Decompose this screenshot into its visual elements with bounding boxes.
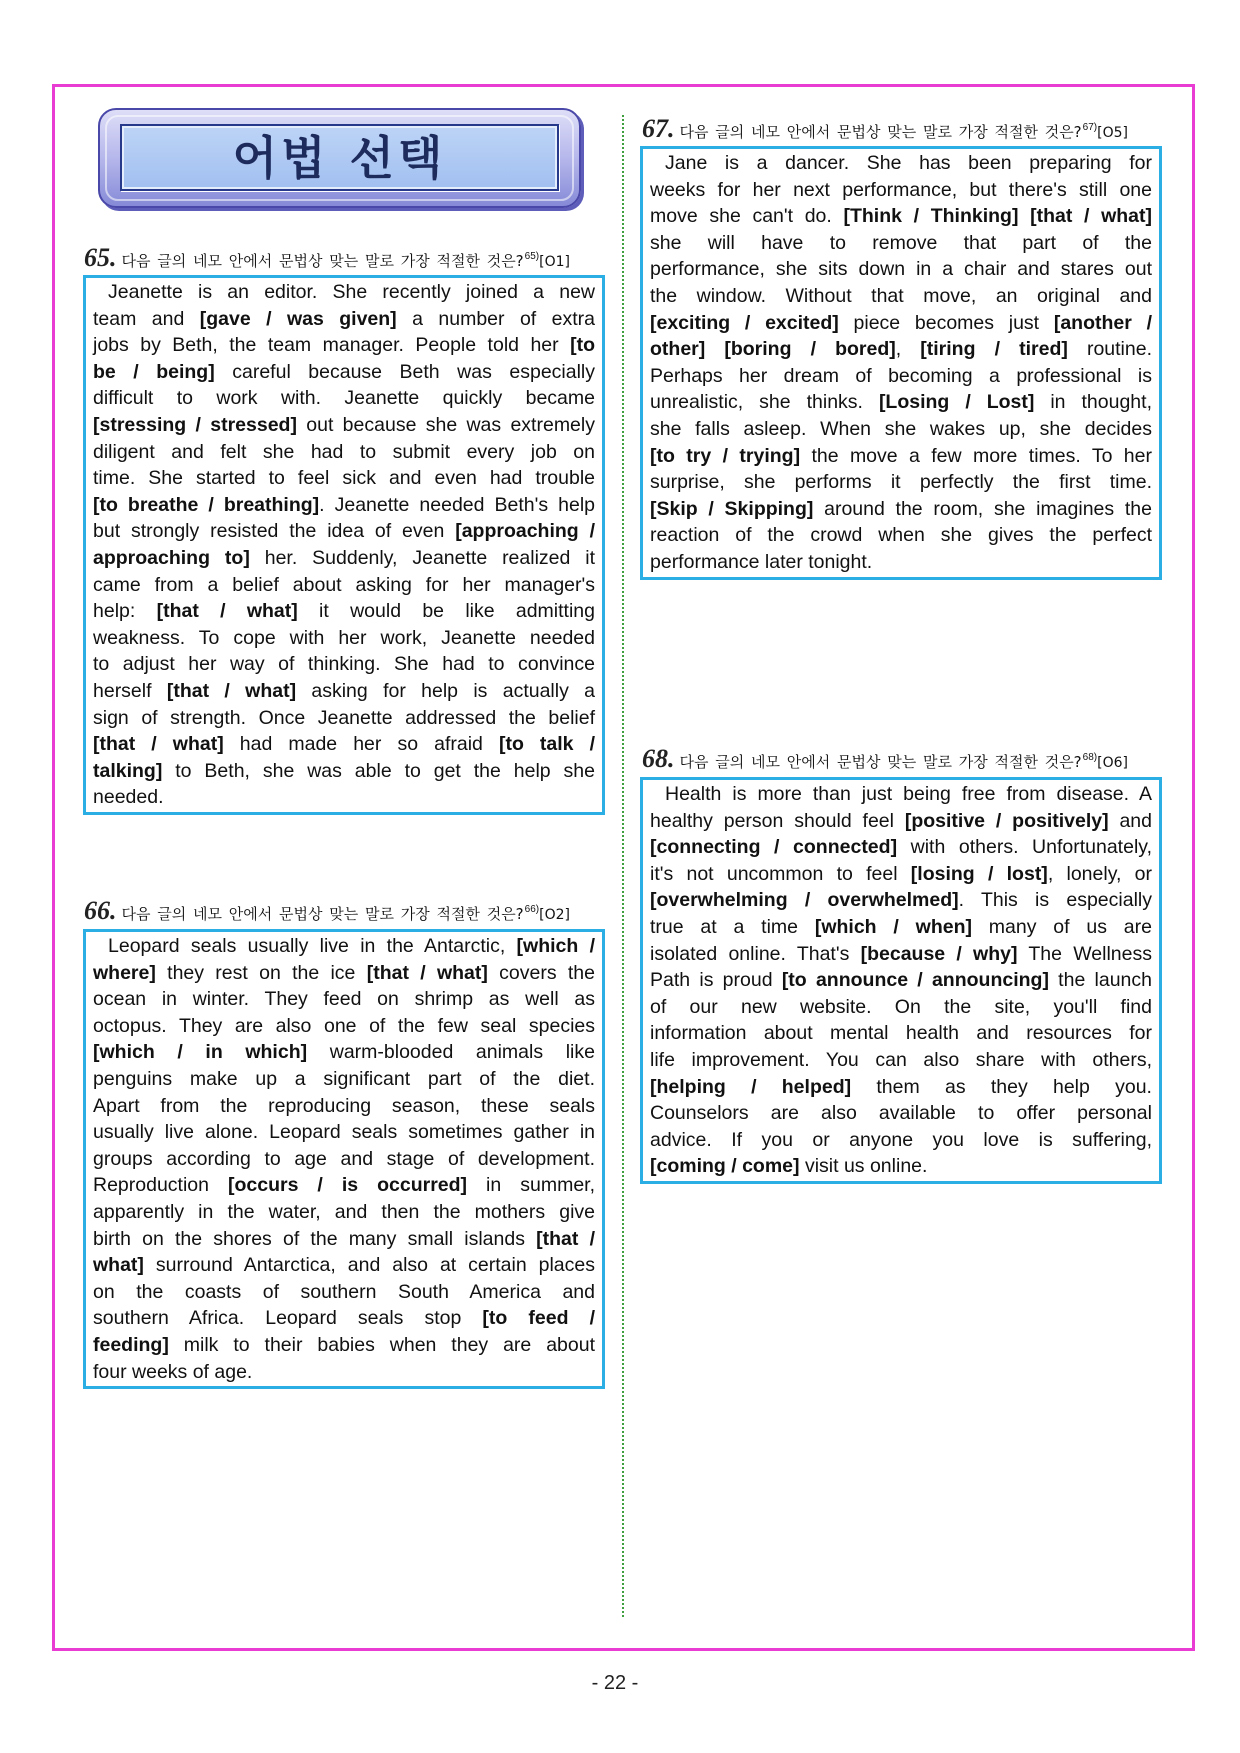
passage-line [93,1119,595,1146]
passage-text: in thought, [1034,391,1152,414]
passage-text: time. She started to feel sick and even had trouble [93,467,595,490]
question-number: 65. [84,243,117,272]
passage-text: Health is more than just being free from disease. A [665,783,1152,805]
question-number: 68. [642,744,675,773]
question-prompt: 다음 글의 네모 안에서 문법상 맞는 말로 가장 적절한 것은? [121,905,524,923]
passage-line [93,545,595,572]
passage-line [93,758,595,785]
passage-line [93,332,595,359]
passage-text: the move a few more times. To her [800,444,1152,467]
passage-text: Counselors are also available to offer personal [650,1102,1152,1125]
passage-text: unrealistic, she thinks. [650,391,879,414]
grammar-choice: [positive / positively] [904,809,1109,832]
passage-text: diligent and felt she had to submit every job on [93,440,595,463]
passage-line [650,994,1152,1021]
passage-line [93,1332,595,1359]
grammar-choice: [to [570,334,595,357]
passage-text: and [1108,809,1153,832]
passage-line [93,1199,595,1226]
passage-text: she falls asleep. When she wakes up, she decides [650,417,1152,440]
grammar-choice: [exciting / excited] [650,311,839,334]
grammar-choice: approaching to] [93,546,250,569]
passage-line [650,256,1152,283]
passage-text: difficult to work with. Jeanette quickly became [93,387,595,410]
passage-line [650,1153,1152,1180]
passage-text: her. Suddenly, Jeanette realized it [249,546,596,569]
passage-line [650,230,1152,257]
passage-line [93,1172,595,1199]
grammar-choice: [losing / lost] [910,862,1048,885]
passage-text: it would be like admitting [297,600,595,623]
passage-text: them as they help you. [851,1075,1152,1098]
passage-box [640,777,1162,1184]
passage-text: reaction of the crowd when she gives the perfect [650,524,1152,547]
passage-line [650,203,1152,230]
question-code: [O2] [539,907,570,923]
passage-text: information about mental health and resources for [650,1022,1152,1045]
passage-line [93,933,595,960]
passage-line [650,834,1152,861]
grammar-choice: [another / [1053,311,1152,334]
passage-line [650,1100,1152,1127]
grammar-choice: what] [93,1254,144,1277]
passage-text: the window. Without that move, an original and [650,284,1152,307]
question-prompt: 다음 글의 네모 안에서 문법상 맞는 말로 가장 적절한 것은? [121,252,524,270]
passage-text: to adjust her way of thinking. She had to convince [93,653,595,676]
passage-line [650,1047,1152,1074]
question-heading [642,743,1128,773]
passage-line [93,598,595,625]
passage-text: the launch [1048,969,1152,992]
grammar-choice: [to talk / [498,733,595,756]
question-code: [O6] [1097,755,1128,771]
passage-line [93,359,595,386]
question-number: 66. [84,896,117,925]
passage-line [93,518,595,545]
passage-text [1018,205,1030,227]
passage-text: penguins make up a significant part of the diet. [93,1067,595,1090]
grammar-choice: talking] [93,759,163,782]
passage-text: surprise, she performs it perfectly the first time. [650,471,1152,494]
passage-line [650,887,1152,914]
passage-text: true at a time [650,915,815,938]
passage-text: four weeks of age. [93,1360,253,1383]
passage-line [650,363,1152,390]
passage-line [93,1066,595,1093]
passage-line [93,465,595,492]
passage-line [650,150,1152,177]
passage-line [93,492,595,519]
grammar-choice: [Skip / Skipping] [650,497,814,520]
passage-line [650,861,1152,888]
grammar-choice: [to announce / announcing] [781,969,1049,992]
passage-line [650,416,1152,443]
passage-line [93,306,595,333]
passage-text: move she can't do. [650,205,844,228]
passage-text: routine. [1067,338,1152,361]
passage-text [705,338,724,360]
grammar-choice: [which / [516,935,595,957]
passage-line [93,678,595,705]
passage-text: warm-blooded animals like [307,1041,595,1064]
passage-line [93,1226,595,1253]
passage-text: southern Africa. Leopard seals stop [93,1307,483,1330]
grammar-choice: [stressing / stressed] [93,413,297,436]
passage-line [93,572,595,599]
passage-text: usually live alone. Leopard seals sometimes gather in [93,1121,595,1144]
grammar-choice: [occurs / is occurred] [228,1174,468,1197]
passage-text: it's not uncommon to feel [650,862,911,885]
passage-text: a number of extra [396,307,595,330]
grammar-choice: [boring / bored] [724,338,896,361]
passage-text: surround Antarctica, and also at certain places [143,1254,595,1277]
passage-line [93,1146,595,1173]
footnote-marker: 68) [1082,752,1098,763]
passage-text: apparently in the water, and then the mothers give [93,1200,595,1223]
passage-text: piece becomes just [838,311,1054,334]
passage-text: team and [93,307,200,330]
passage-line [650,781,1152,808]
passage-text: performance, she sits down in a chair and stares out [650,258,1152,281]
passage-text: , [895,338,921,361]
question-prompt: 다음 글의 네모 안에서 문법상 맞는 말로 가장 적절한 것은? [679,753,1082,771]
grammar-choice: other] [650,338,706,361]
question-heading [84,242,570,272]
passage-box [640,146,1162,580]
grammar-choice: [because / why] [860,942,1018,965]
passage-line [650,310,1152,337]
passage-text: Perhaps her dream of becoming a professional is [650,364,1152,387]
passage-text: out because she was extremely [296,413,595,436]
passage-line [93,412,595,439]
passage-text: weeks for her next performance, but there's still one [650,178,1152,201]
question-code: [O1] [539,254,570,270]
grammar-choice: [to feed / [482,1307,595,1330]
question-heading [84,895,570,925]
passage-line [93,1279,595,1306]
passage-text: needed. [93,786,164,809]
passage-text: she will have to remove that part of the [650,231,1152,254]
passage-text: to Beth, she was able to get the help she [162,759,595,782]
passage-line [650,177,1152,204]
passage-line [650,522,1152,549]
passage-text: healthy person should feel [650,809,905,832]
section-title-banner [98,108,581,208]
grammar-choice: [approaching / [455,520,595,543]
passage-text: advice. If you or anyone you love is suffering, [650,1128,1152,1151]
passage-line [93,1305,595,1332]
grammar-choice: [to breathe / breathing] [93,493,320,516]
grammar-choice: [connecting / connected] [650,836,898,859]
passage-text: Apart from the reproducing season, these seals [93,1094,595,1117]
grammar-choice: [that / what] [166,679,297,702]
passage-line [650,336,1152,363]
section-title-panel [120,124,559,191]
passage-line [650,1020,1152,1047]
passage-text: came from a belief about asking for her manager's [93,573,595,596]
grammar-choice: [that / what] [156,600,298,623]
grammar-choice: [that / [536,1227,595,1250]
passage-line [93,439,595,466]
passage-text: . Jeanette needed Beth's help [319,493,595,516]
passage-text: around the room, she imagines the [813,497,1152,520]
passage-text: birth on the shores of the many small islands [93,1227,537,1250]
passage-text: asking for help is actually a [296,679,595,702]
passage-text: jobs by Beth, the team manager. People told her [93,334,571,357]
section-title: 어법 선택 [232,130,447,185]
passage-text: covers the [487,961,595,984]
passage-text: milk to their babies when they are about [168,1333,595,1356]
passage-line [650,967,1152,994]
passage-text: life improvement. You can also share with others, [650,1048,1152,1071]
passage-line [650,941,1152,968]
question-prompt: 다음 글의 네모 안에서 문법상 맞는 말로 가장 적절한 것은? [679,123,1082,141]
grammar-choice: [overwhelming / overwhelmed] [650,889,959,912]
passage-line [93,651,595,678]
passage-line [93,625,595,652]
grammar-choice: where] [93,961,156,984]
passage-text: Reproduction [93,1174,228,1197]
passage-text: Path is proud [650,969,782,992]
grammar-choice: [tiring / tired] [920,338,1068,361]
question-number: 67. [642,114,675,143]
passage-line [93,960,595,987]
passage-box [83,929,605,1389]
page-number: - 22 - [591,1672,639,1694]
passage-text: they rest on the ice [155,961,367,984]
passage-text: but strongly resisted the idea of even [93,520,456,543]
passage-text: . This is especially [958,889,1152,912]
passage-text: The Wellness [1017,942,1152,965]
passage-line [93,986,595,1013]
grammar-choice: [that / what] [93,733,224,756]
passage-text: octopus. They are also one of the few seal species [93,1014,595,1037]
passage-line [650,389,1152,416]
passage-text: on the coasts of southern South America and [93,1280,595,1303]
grammar-choice: [Losing / Lost] [878,391,1035,414]
grammar-choice: [that / what] [366,961,488,984]
column-divider [622,115,624,1617]
footnote-marker: 65) [524,251,540,262]
grammar-choice: be / being] [93,360,215,383]
passage-line [93,1093,595,1120]
passage-text: herself [93,679,167,702]
passage-text: careful because Beth was especially [214,360,596,383]
passage-line [93,1359,595,1386]
passage-text: Jeanette is an editor. She recently joined a new [108,281,595,303]
passage-text: Jane is a dancer. She has been preparing for [665,152,1152,174]
question-code: [O5] [1097,125,1128,141]
passage-line [650,283,1152,310]
grammar-choice: [to try / trying] [650,444,801,467]
passage-text: in summer, [467,1174,595,1197]
passage-line [650,1074,1152,1101]
passage-text: help: [93,600,157,623]
passage-line [93,705,595,732]
passage-text: ocean in winter. They feed on shrimp as well as [93,988,595,1011]
passage-text: performance later tonight. [650,550,873,573]
passage-line [93,385,595,412]
passage-line [93,279,595,306]
footnote-marker: 66) [524,904,540,915]
grammar-choice: [Think / Thinking] [843,205,1019,228]
grammar-choice: [which / in which] [93,1041,308,1064]
passage-line [650,549,1152,576]
passage-line [93,1252,595,1279]
passage-text: many of us are [971,915,1152,938]
passage-line [650,914,1152,941]
passage-text: had made her so afraid [223,733,499,756]
passage-line [650,1127,1152,1154]
grammar-choice: [which / when] [814,915,972,938]
passage-line [93,1039,595,1066]
grammar-choice: [that / what] [1030,205,1153,228]
passage-line [93,731,595,758]
passage-line [93,1013,595,1040]
grammar-choice: [gave / was given] [199,307,397,330]
passage-text: with others. Unfortunately, [897,836,1152,859]
passage-line [93,784,595,811]
passage-line [650,808,1152,835]
passage-line [650,496,1152,523]
passage-text: Leopard seals usually live in the Antarctic, [108,935,517,957]
passage-text: weakness. To cope with her work, Jeanette needed [93,626,595,649]
footnote-marker: 67) [1082,122,1098,133]
passage-box [83,275,605,815]
passage-text: groups according to age and stage of development. [93,1147,595,1170]
passage-text: sign of strength. Once Jeanette addressed the belief [93,706,595,729]
grammar-choice: feeding] [93,1333,169,1356]
question-heading [642,113,1128,143]
passage-text: visit us online. [799,1155,928,1178]
grammar-choice: [coming / come] [650,1155,800,1178]
passage-text: isolated online. That's [650,942,861,965]
passage-text: of our new website. On the site, you'll find [650,995,1152,1018]
passage-text: , lonely, or [1047,862,1153,885]
grammar-choice: [helping / helped] [650,1075,852,1098]
passage-line [650,443,1152,470]
passage-line [650,469,1152,496]
